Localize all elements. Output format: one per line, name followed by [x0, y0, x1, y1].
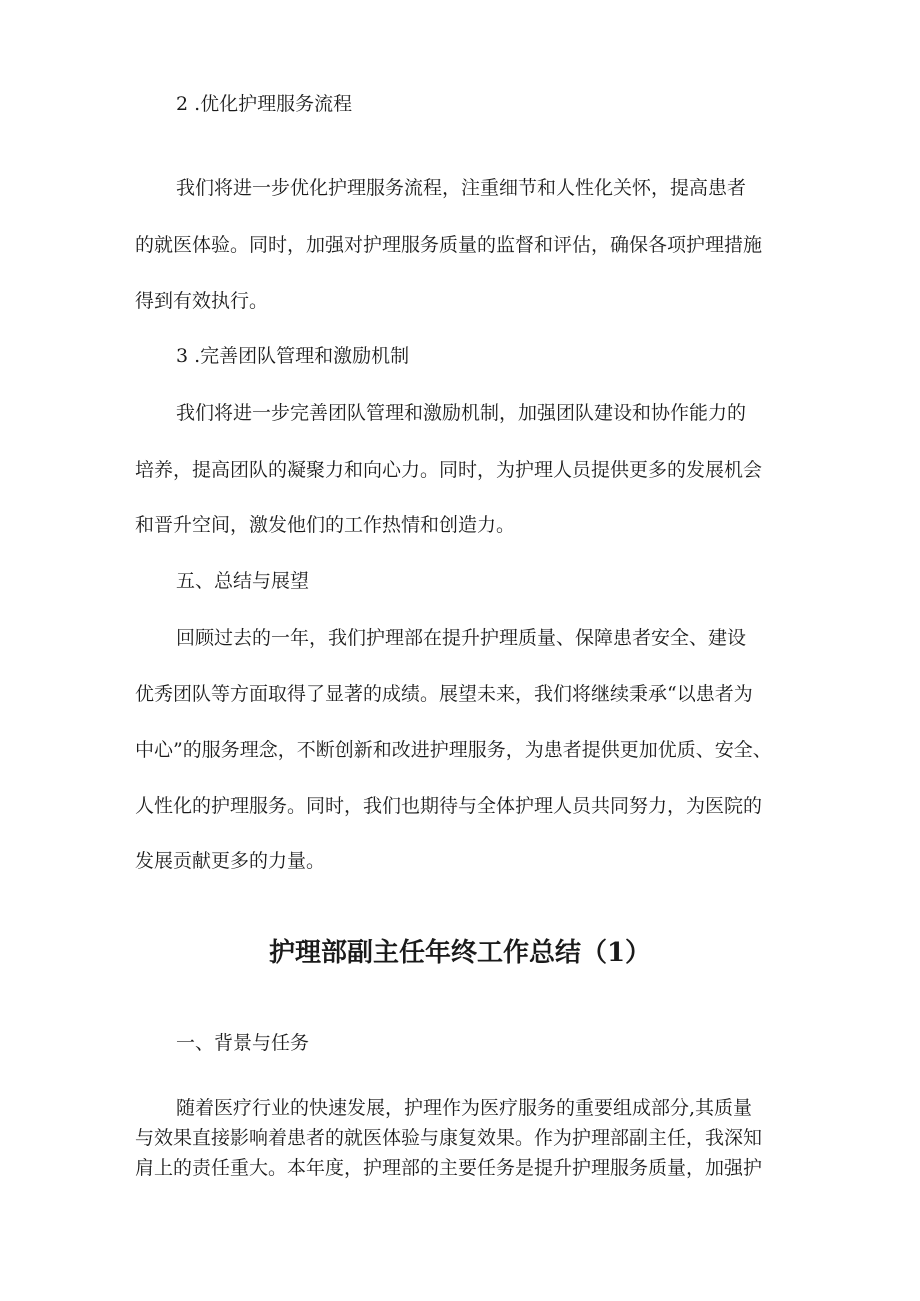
paragraph-line: 发展贡献更多的力量。: [135, 850, 326, 872]
paragraph-line: 优秀团队等方面取得了显著的成绩。展望未来，我们将继续秉承“以患者为: [135, 683, 753, 705]
section-heading-optimize-process: 2 .优化护理服务流程: [176, 93, 353, 115]
paragraph-line: 人性化的护理服务。同时，我们也期待与全体护理人员共同努力，为医院的: [135, 795, 763, 817]
paragraph-line: 和晋升空间，激发他们的工作热情和创造力。: [135, 514, 516, 536]
section-heading-summary-outlook: 五、总结与展望: [176, 570, 310, 592]
paragraph-line: 中心”的服务理念，不断创新和改进护理服务，为患者提供更加优质、安全、: [135, 739, 772, 761]
section-heading-team-management: 3 .完善团队管理和激励机制: [176, 345, 410, 367]
section-heading-background-tasks: 一、背景与任务: [176, 1032, 310, 1054]
paragraph-line: 与效果直接影响着患者的就医体验与康复效果。作为护理部副主任，我深知: [135, 1127, 763, 1149]
paragraph-line: 随着医疗行业的快速发展，护理作为医疗服务的重要组成部分,其质量: [176, 1097, 753, 1119]
paragraph-line: 培养，提高团队的凝聚力和向心力。同时，为护理人员提供更多的发展机会: [135, 459, 763, 481]
paragraph-line: 的就医体验。同时，加强对护理服务质量的监督和评估，确保各项护理措施: [135, 234, 763, 256]
paragraph-line: 回顾过去的一年，我们护理部在提升护理质量、保障患者安全、建设: [176, 627, 747, 649]
paragraph-line: 我们将进一步优化护理服务流程，注重细节和人性化关怀，提高患者: [176, 177, 747, 199]
document-title: 护理部副主任年终工作总结（1）: [268, 938, 652, 968]
paragraph-line: 得到有效执行。: [135, 290, 269, 312]
paragraph-line: 我们将进一步完善团队管理和激励机制，加强团队建设和协作能力的: [176, 402, 747, 424]
paragraph-line: 肩上的责任重大。本年度，护理部的主要任务是提升护理服务质量，加强护: [135, 1157, 763, 1179]
